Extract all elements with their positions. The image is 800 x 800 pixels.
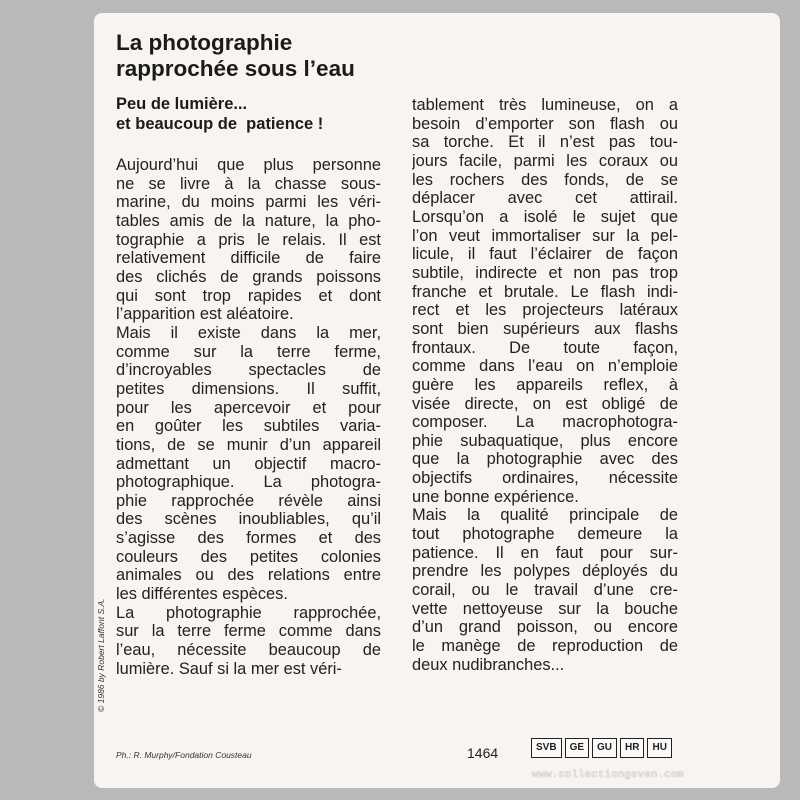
text-line: admettant un objectif macro- — [116, 454, 381, 473]
text-line: phie rapprochée révèle ainsi — [116, 491, 381, 510]
text-line: pour les apercevoir et pour — [116, 398, 381, 417]
card-subtitle — [116, 94, 323, 134]
text-line: vette nettoyeuse sur la bouche — [412, 599, 678, 618]
card-number: 1464 — [467, 745, 499, 761]
text-line: comme dans l’eau on n’emploie — [412, 357, 678, 376]
text-line: ne se livre à la chasse sous- — [116, 174, 381, 193]
text-line: d’incroyables spectacles de — [116, 361, 381, 380]
code-box: GU — [592, 738, 617, 758]
text-line: qui sont trop rapides et dont — [116, 286, 381, 305]
text-column-left — [116, 156, 381, 678]
text-line: tographie a pris le relais. Il est — [116, 230, 381, 249]
language-codes — [531, 738, 672, 758]
text-line: marine, du moins parmi les véri- — [116, 193, 381, 212]
card-title — [116, 30, 355, 82]
text-line: tables amis de la nature, la pho- — [116, 211, 381, 230]
title-line-2: rapprochée sous l’eau — [116, 56, 355, 81]
text-line: photographique. La photogra- — [116, 473, 381, 492]
text-line: des clichés de grands poissons — [116, 267, 381, 286]
text-line: l’apparition est aléatoire. — [116, 305, 294, 324]
text-line: jours facile, parmi les coraux ou — [412, 151, 678, 170]
text-line: tout photographe demeure la — [412, 525, 678, 544]
text-line: Mais il existe dans la mer, — [116, 323, 381, 342]
text-line: subtile, indirecte et non pas trop — [412, 263, 678, 282]
text-line: une bonne expérience. — [412, 487, 579, 506]
text-line: objectifs ordinaires, nécessite — [412, 469, 678, 488]
text-line: tions, de se munir d’un appareil — [116, 435, 381, 454]
title-line-1: La photographie — [116, 30, 293, 55]
text-line: relativement difficile de faire — [116, 249, 381, 268]
text-line: comme sur la terre ferme, — [116, 342, 381, 361]
text-line: Aujourd’hui que plus personne — [116, 156, 381, 174]
text-line: sont bien supérieurs aux flashs — [412, 319, 678, 338]
text-column-right — [412, 96, 678, 674]
code-box: HR — [620, 738, 644, 758]
text-line: prendre les polypes déployés du — [412, 562, 678, 581]
text-line: besoin d’emporter son flash ou — [412, 114, 678, 133]
copyright-notice: © 1986 by Robert Laffont S.A. — [96, 598, 106, 712]
code-box: HU — [647, 738, 671, 758]
text-line: franche et brutale. Le flash indi- — [412, 282, 678, 301]
text-line: l’eau, nécessite beaucoup de — [116, 641, 381, 660]
code-box: SVB — [531, 738, 562, 758]
text-line: le manège de reproduction de — [412, 637, 678, 656]
text-line: animales ou des relations entre — [116, 566, 381, 585]
text-line: tablement très lumineuse, on a — [412, 96, 678, 114]
subtitle-line-2: et beaucoup de patience ! — [116, 115, 324, 133]
text-line: que la photographie avec des — [412, 450, 678, 469]
text-line: frontaux. De toute façon, — [412, 338, 678, 357]
text-line: corail, ou le travail d’une cre- — [412, 581, 678, 600]
text-line: phie subaquatique, plus encore — [412, 431, 678, 450]
text-line: sa torche. Et il n’est pas tou- — [412, 133, 678, 152]
text-line: des scènes inoubliables, qu’il — [116, 510, 381, 529]
text-line: couleurs des petites colonies — [116, 547, 381, 566]
text-line: visée directe, on est obligé de — [412, 394, 678, 413]
text-line: deux nudibranches... — [412, 655, 565, 674]
text-line: licule, il faut l’éclairer de façon — [412, 245, 678, 264]
text-line: l’on veut immortaliser sur la pel- — [412, 226, 678, 245]
text-line: s’agisse des formes et des — [116, 529, 381, 548]
photo-credit: Ph.: R. Murphy/Fondation Cousteau — [116, 750, 252, 760]
text-line: La photographie rapprochée, — [116, 603, 381, 622]
text-line: les différentes espèces. — [116, 585, 288, 604]
text-line: rect et les projecteurs latéraux — [412, 301, 678, 320]
text-line: lumière. Sauf si la mer est véri- — [116, 659, 342, 678]
subtitle-line-1: Peu de lumière... — [116, 95, 248, 113]
text-line: sur la terre ferme comme dans — [116, 622, 381, 641]
text-line: Mais la qualité principale de — [412, 506, 678, 525]
text-line: déplacer avec cet attirail. — [412, 189, 678, 208]
text-line: les rochers des fonds, de se — [412, 170, 678, 189]
text-line: d’un grand poisson, ou encore — [412, 618, 678, 637]
code-box: GE — [565, 738, 589, 758]
text-line: patience. Il en faut pour sur- — [412, 543, 678, 562]
text-line: en goûter les subtiles varia- — [116, 417, 381, 436]
text-line: petites dimensions. Il suffit, — [116, 379, 381, 398]
text-line: guère les appareils reflex, à — [412, 375, 678, 394]
watermark: www.collectiongeven.com — [532, 769, 684, 781]
text-line: composer. La macrophotogra- — [412, 413, 678, 432]
text-line: Lorsqu’on a isolé le sujet que — [412, 207, 678, 226]
